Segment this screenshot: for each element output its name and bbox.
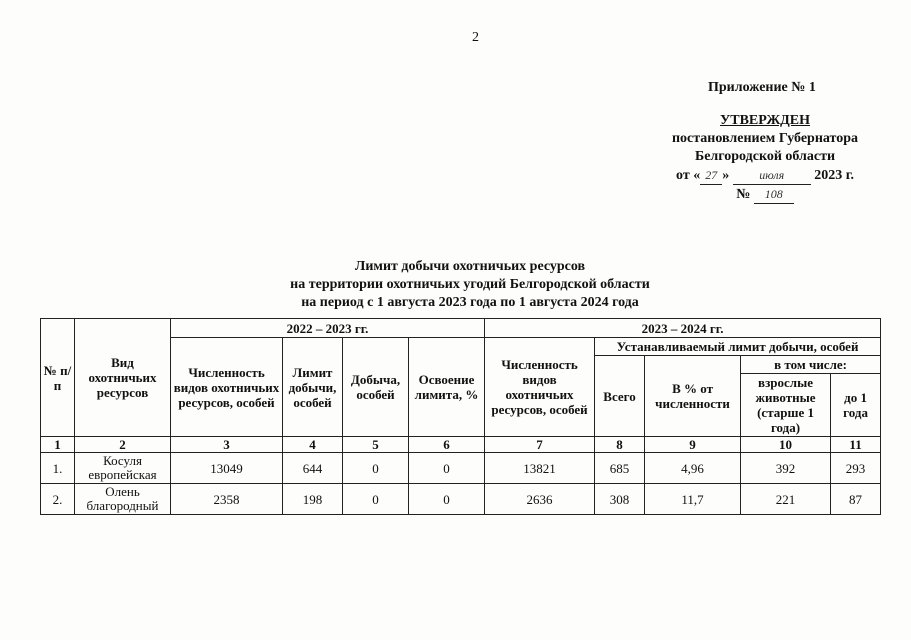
date-prefix: от « [676, 168, 701, 183]
col-num-10: 10 [741, 437, 831, 453]
page-number: 2 [472, 30, 479, 45]
row-count-2023: 2636 [485, 484, 595, 515]
row-harvest: 0 [343, 453, 409, 484]
title-line-3: на период с 1 августа 2023 года по 1 августа 2024 года [301, 295, 639, 310]
approval-line-1: постановлением Губернатора [671, 131, 859, 146]
header-period-2022: 2022 – 2023 гг. [171, 319, 485, 338]
document-number: 108 [754, 185, 794, 204]
col-num-3: 3 [171, 437, 283, 453]
col-num-11: 11 [831, 437, 881, 453]
row-limit-2022: 644 [283, 453, 343, 484]
approval-heading: УТВЕРЖДЕН [719, 113, 811, 128]
col-num-8: 8 [595, 437, 645, 453]
col-num-9: 9 [645, 437, 741, 453]
header-set-limit: Устанавливаемый лимит добычи, особей [595, 338, 881, 356]
col-num-2: 2 [75, 437, 171, 453]
header-period-2023: 2023 – 2024 гг. [485, 319, 881, 338]
row-species: Олень благородный [75, 484, 171, 515]
header-young: до 1 года [831, 374, 881, 437]
table-row [41, 484, 881, 515]
header-count-2023: Численность видов охотничьих ресурсов, особей [485, 338, 595, 437]
row-total: 685 [595, 453, 645, 484]
header-species: Вид охотничьих ресурсов [75, 319, 171, 437]
date-month: июля [733, 166, 811, 185]
row-young: 87 [831, 484, 881, 515]
col-num-6: 6 [409, 437, 485, 453]
row-limit-2022: 198 [283, 484, 343, 515]
col-num-7: 7 [485, 437, 595, 453]
row-total: 308 [595, 484, 645, 515]
header-total: Всего [595, 356, 645, 437]
row-young: 293 [831, 453, 881, 484]
title-line-2: на территории охотничьих угодий Белгородской области [290, 277, 650, 292]
row-harvest: 0 [343, 484, 409, 515]
number-prefix: № [736, 187, 751, 202]
title-line-1: Лимит добычи охотничьих ресурсов [354, 259, 586, 274]
row-percent: 4,96 [645, 453, 741, 484]
row-count-2022: 13049 [171, 453, 283, 484]
approval-line-2: Белгородской области [694, 149, 836, 164]
table-row [41, 453, 881, 484]
row-adults: 221 [741, 484, 831, 515]
row-usage: 0 [409, 484, 485, 515]
row-count-2023: 13821 [485, 453, 595, 484]
approval-block [640, 112, 890, 204]
col-num-4: 4 [283, 437, 343, 453]
row-percent: 11,7 [645, 484, 741, 515]
header-percent: В % от численности [645, 356, 741, 437]
header-limit-2022: Лимит добычи, особей [283, 338, 343, 437]
date-day: 27 [700, 166, 722, 185]
approval-date [640, 166, 890, 185]
appendix-label: Приложение № 1 [708, 80, 816, 95]
col-num-5: 5 [343, 437, 409, 453]
header-including: в том числе: [741, 356, 881, 374]
col-num-1: 1 [41, 437, 75, 453]
column-number-row [41, 437, 881, 453]
header-no: № п/п [41, 319, 75, 437]
header-usage: Освоение лимита, % [409, 338, 485, 437]
row-count-2022: 2358 [171, 484, 283, 515]
row-adults: 392 [741, 453, 831, 484]
header-adults: взрослые животные (старше 1 года) [741, 374, 831, 437]
row-usage: 0 [409, 453, 485, 484]
row-no: 2. [41, 484, 75, 515]
header-count-2022: Численность видов охотничьих ресурсов, особей [171, 338, 283, 437]
document-title [200, 258, 740, 312]
header-row-1 [41, 319, 881, 338]
date-year: 2023 г. [814, 168, 854, 183]
date-mid: » [722, 168, 730, 183]
row-species: Косуля европейская [75, 453, 171, 484]
row-no: 1. [41, 453, 75, 484]
header-harvest: Добыча, особей [343, 338, 409, 437]
approval-number [640, 185, 890, 204]
limits-table [40, 318, 881, 515]
